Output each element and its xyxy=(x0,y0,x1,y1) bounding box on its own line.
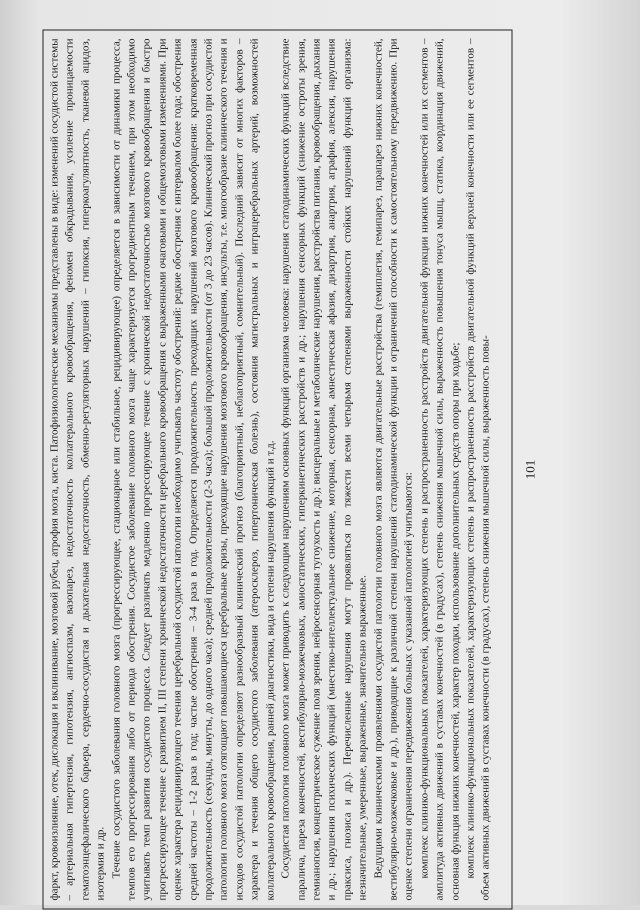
paragraph-6: комплекс клинико-функциональных показателей, характеризующих степень и распространенность расстройств двигательной функций верхней конечности или ее сегментов – объем активных движений в суставах конечности (в градусах), степень снижения мышечной силы, выраженность повы- xyxy=(464,38,492,901)
text-frame xyxy=(43,30,513,910)
paragraph-2: Течение сосудистого заболевания головного мозга (прогрессирующее, стационарное или стабильное, рецидивирующее) определяется в зависимости от динамики процесса, темпов его прогрессирования либо от периода обострения. Сосудистое заболевание головного мозга чаще характеризуется прогредиентным течением, при этом необходимо учитывать темп развития сосудистого процесса. Следует различать медленно прогрессирующее течение с хронической недостаточностью мозгового кровообращения и быстро прогрессирующее течение с развитием II, III степени хронической недостаточности церебрального кровообращения с выраженными очаговыми и общемозговыми изменениями. При оценке характера рецидивирующего течения церебральной сосудистой патологии необходимо учитывать частоту обострений: редкие обострения с интервалом более года; обострения средней частоты – 1-2 раза в год; частые обострения – 3-4 раза в год. Определяется продолжительность преходящих нарушений мозгового кровообращения: кратковременная продолжительность (секунды, минуты, до одного часа); средней продолжительности (2-3 часа); большой продолжительности (от 3 до 23 часов). Клинический прогноз при сосудистой патологии головного мозга отягощают повышающиеся церебральные кризы, преходящие нарушения мозгового кровообращения, инсульты, т.е. многообразие клинического течения и исходов сосудистой патологии определяют разнообразный клинический прогноз (благоприятный, неблагоприятный, сомнительный). Последний зависит от многих факторов – характера и течения общего сосудистого заболевания (атеросклероз, гипертоническая болезнь), состояния магистральных и интрацеребральных артерий, возможностей коллатерального кровообращения, ранней диагностики, вида и степени нарушения функций и т.д. xyxy=(110,38,277,901)
rotated-document-page xyxy=(43,30,548,910)
paragraph-1: фаркт, кровоизлияние, отек, дислокация и вклинивание, мозговой рубец, атрофия мозга, киста. Патофизиологические механизмы представлены в виде: изменений сосудистой системы – артериальная гипертензия, гипотензия, ангиоспазм, вазопарез, недостаточность коллатерального кровообращения, феномен обкрадывания, усиление проницаемости гематоэнцефалического барьера, сердечно-сосудистая и дыхательная недостаточность, обменно-регуляторных нарушений – гипоксия, гиперкоагулянтность, тканевой ацидоз, изотермия и др. xyxy=(48,38,107,901)
paragraph-4: Ведущими клиническими проявлениями сосудистой патологии головного мозга являются двигательные расстройства (гемиплегия, гемипарез, парапарез нижних конечностей, вестибулярно-мозжечковые и др.), приводящие к различной степени нарушений статодинамической функции и ограничений способности к самостоятельному передвижению. При оценке степени ограничения передвижения больных с указанной патологией учитываются: xyxy=(372,38,415,901)
page-number: 101 xyxy=(522,459,538,480)
paragraph-5: комплекс клинико-функциональных показателей, характеризующих степень и распространенность расстройств двигательной функции нижних конечностей или их сегментов – амплитуда активных движений в суставах конечностей (в градусах), степень снижения мышечной силы, выраженность повышения тонуса мышц, статика, координация движений, основная функция нижних конечностей, характер походки, использование дополнительных средств опоры при ходьбе; xyxy=(418,38,462,901)
paragraph-3: Сосудистая патология головного мозга может приводить к следующим нарушениям основных функций организма человека: нарушения статодинамических функций вследствие паралича, пареза конечностей, вестибулярно-мозжечковых, амиостатических, гиперкинетических расстройств и др.; нарушения сенсорных функций (снижение остроты зрения, гемианопсия, концентрическое сужение поля зрения, нейросенсорная тугоухость и др.); висцеральные и метаболические нарушения, расстройства питания, кровообращения, дыхания и др.; нарушения психических функций (мнестико-интеллектуальное снижение, моторная, сенсорная, амнестическая афазия, дизартрия, анартрия, аграфия, алексия, нарушения праксиса, гнозиса и др.). Перечисленные нарушения могут проявляться по тяжести всеми четырьмя степенями выраженности стойких нарушений функций организма: незначительные, умеренные, выраженные, значительно выраженные. xyxy=(279,38,369,901)
